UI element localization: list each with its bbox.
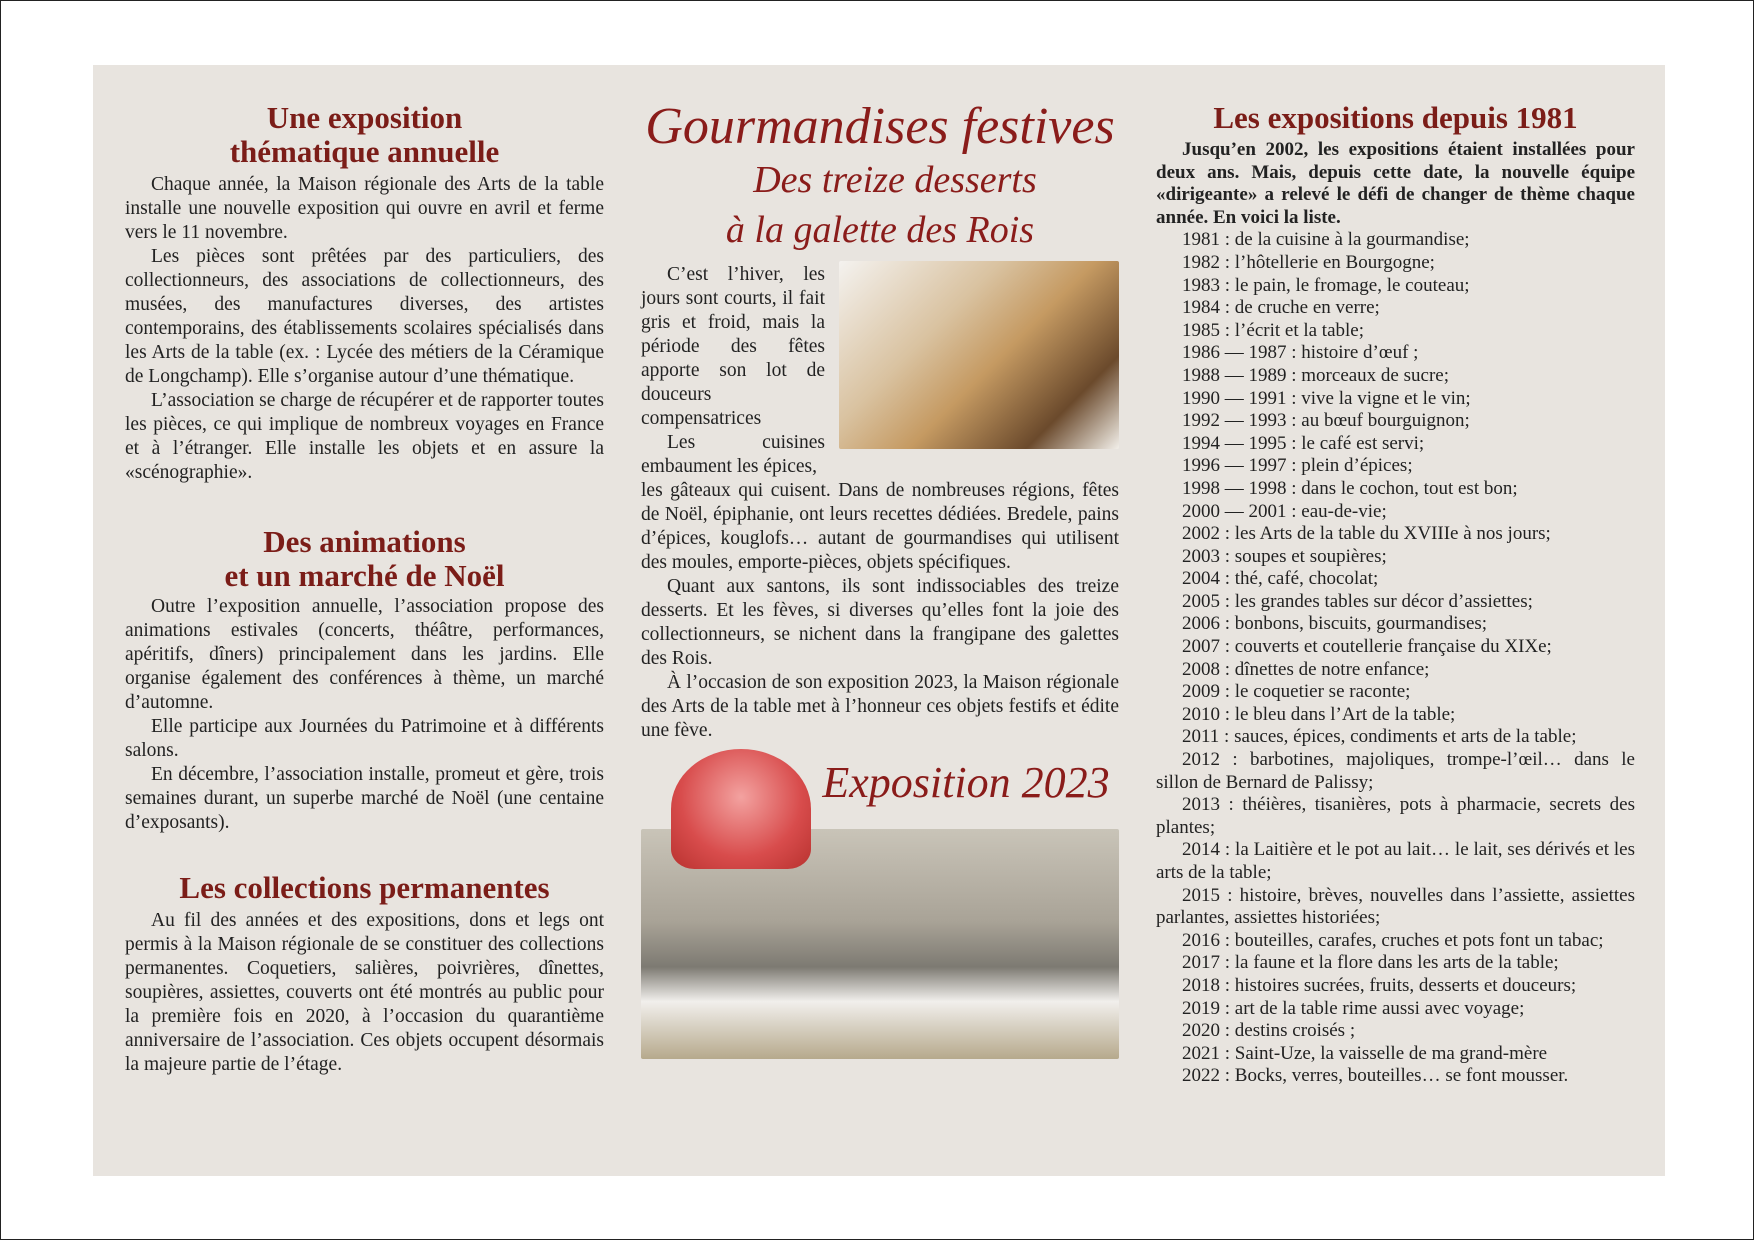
exhibition-item: 2002 : les Arts de la table du XVIIIe à nos jours; (1182, 523, 1551, 545)
paragraph: En décembre, l’association installe, promeut et gère, trois semaines durant, un superbe marché de Noël (une centaine d’exposants). (125, 764, 604, 833)
paragraph: les gâteaux qui cuisent. Dans de nombreuses régions, fêtes de Noël, épiphanie, ont leurs recettes dédiées. Bredele, pains d’épices, kouglofs… autant de gourmandises qui utilisent des moules, emporte-pièces, objets spécifiques. (641, 480, 1119, 573)
exhibition-item: 2000 — 2001 : eau-de-vie; (1182, 500, 1387, 522)
exhibition-item: 1984 : de cruche en verre; (1182, 297, 1380, 319)
exhibition-item: 2009 : le coquetier se raconte; (1182, 681, 1411, 703)
exhibition-item: 2020 : destins croisés ; (1182, 1020, 1356, 1042)
subtitle: à la galette des Rois (725, 209, 1035, 251)
title-line: Une exposition (266, 100, 463, 135)
exhibition-item: 2012 : barbotines, majoliques, trompe-l’œil… dans le sillon de Bernard de Palissy; (1156, 749, 1635, 793)
exhibition-item: 2021 : Saint-Uze, la vaisselle de ma grand-mère (1182, 1042, 1548, 1064)
exhibition-item: 2015 : histoire, brèves, nouvelles dans l’assiette, assiettes parlantes, assiettes historiées; (1156, 884, 1635, 929)
intro-paragraph: Jusqu’en 2002, les expositions étaient installées pour deux ans. Mais, depuis cette date, la nouvelle équipe «dirigeante» a relevé le défi de changer de thème chaque année. En voici la liste. (1156, 139, 1635, 228)
middle-column (641, 65, 1119, 1067)
paragraph: À l’occasion de son exposition 2023, la Maison régionale des Arts de la table met à l’honneur ces objets festifs et édite une fève. (641, 672, 1119, 741)
paragraph: Les cuisines embaument les épices, (641, 432, 825, 477)
exhibition-item: 2006 : bonbons, biscuits, gourmandises; (1182, 613, 1488, 635)
exhibition-item: 2011 : sauces, épices, condiments et arts de la table; (1182, 726, 1577, 748)
exhibition-item: 1985 : l’écrit et la table; (1182, 319, 1365, 341)
exhibition-item: 2017 : la faune et la flore dans les arts de la table; (1182, 952, 1559, 974)
title-line: et un marché de Noël (224, 558, 505, 593)
right-column (1156, 65, 1635, 1088)
paragraph: C’est l’hiver, les jours sont courts, il fait gris et froid, mais la période des fêtes apporte son lot de douceurs compensatrices (641, 264, 825, 429)
exhibition-item: 2010 : le bleu dans l’Art de la table; (1182, 703, 1456, 725)
exposition-2023-title: Exposition 2023 (822, 758, 1110, 807)
exposition-block (641, 749, 1119, 1067)
paragraph: Au fil des années et des expositions, dons et legs ont permis à la Maison régionale de se constituer des collections permanentes. Coquetiers, salières, poivrières, dînettes, soupières, assiettes, couverts ont été montrés au public pour la première fois en 2020, à l’occasion du quarantième anniversaire de l’association. Ces objets occupent désormais la majeure partie de l’étage. (125, 910, 604, 1075)
section-title-exposition (125, 101, 604, 169)
subtitle: Des treize desserts (753, 159, 1037, 201)
exhibition-item: 1990 — 1991 : vive la vigne et le vin; (1182, 387, 1471, 409)
section-title-collections: Les collections permanentes (179, 870, 550, 905)
exhibition-item: 2014 : la Laitière et le pot au lait… le lait, ses dérivés et les arts de la table; (1156, 839, 1635, 883)
exhibition-item: 1988 — 1989 : morceaux de sucre; (1182, 364, 1449, 386)
paragraph: Outre l’exposition annuelle, l’association propose des animations estivales (concerts, théâtre, performances, apéritifs, dîners) principalement dans les jardins. Elle organise également des conférences à thème, un marché d’automne. (125, 596, 604, 713)
left-column (125, 65, 604, 1077)
kouglof-mold-photo (671, 749, 811, 869)
exhibition-item: 1994 — 1995 : le café est servi; (1182, 432, 1425, 454)
exhibition-item: 2022 : Bocks, verres, bouteilles… se font mousser. (1182, 1065, 1569, 1087)
rolling-pin-photo (839, 261, 1119, 449)
paragraph: Elle participe aux Journées du Patrimoine et à différents salons. (125, 716, 604, 761)
main-title: Gourmandises festives (645, 98, 1115, 155)
exhibition-item: 2003 : soupes et soupières; (1182, 545, 1387, 567)
exhibition-item: 1982 : l’hôtellerie en Bourgogne; (1182, 251, 1435, 273)
exhibition-item: 2016 : bouteilles, carafes, cruches et pots font un tabac; (1182, 929, 1604, 951)
exhibition-item: 1981 : de la cuisine à la gourmandise; (1182, 229, 1470, 251)
section-title-expositions: Les expositions depuis 1981 (1213, 100, 1578, 135)
exhibition-item: 2007 : couverts et coutellerie française du XIXe; (1182, 636, 1552, 658)
paragraph: Quant aux santons, ils sont indissociables des treize desserts. Et les fèves, si diverses qu’elles font la joie des collectionneurs, se nichent dans la frangipane des galettes des Rois. (641, 576, 1119, 669)
paragraph: Les pièces sont prêtées par des particuliers, des collectionneurs, des associations de collectionneurs, des musées, des manufactures diverses, des artistes contemporains, des établissements scolaires spécialisés dans les Arts de la table (ex. : Lycée des métiers de la Céramique de Longchamp). Elle s’organise autour d’une thématique. (125, 246, 604, 387)
section-title-animations (125, 525, 604, 593)
exhibition-item: 2018 : histoires sucrées, fruits, desserts et douceurs; (1182, 974, 1577, 996)
exhibition-item: 2019 : art de la table rime aussi avec voyage; (1182, 997, 1525, 1019)
exhibition-item: 1992 — 1993 : au bœuf bourguignon; (1182, 410, 1470, 432)
exhibition-item: 2005 : les grandes tables sur décor d’assiettes; (1182, 590, 1533, 612)
title-line: thématique annuelle (229, 134, 500, 169)
exhibition-item: 1998 — 1998 : dans le cochon, tout est bon; (1182, 477, 1518, 499)
exhibition-item: 2004 : thé, café, chocolat; (1182, 568, 1379, 590)
exhibition-item: 1983 : le pain, le fromage, le couteau; (1182, 274, 1470, 296)
exhibition-item: 2008 : dînettes de notre enfance; (1182, 658, 1430, 680)
paragraph: L’association se charge de récupérer et de rapporter toutes les pièces, ce qui implique de nombreux voyages en France et à l’étranger. Elle installe les objets et en assure la «scénographie». (125, 390, 604, 483)
paragraph: Chaque année, la Maison régionale des Arts de la table installe une nouvelle exposition qui ouvre en avril et ferme vers le 11 novembre. (125, 174, 604, 243)
exhibition-list (1156, 229, 1635, 1088)
exhibition-item: 1996 — 1997 : plein d’épices; (1182, 455, 1413, 477)
exhibition-item: 2013 : théières, tisanières, pots à pharmacie, secrets des plantes; (1156, 794, 1635, 838)
brochure-panel (93, 65, 1665, 1176)
exhibition-item: 1986 — 1987 : histoire d’œuf ; (1182, 342, 1419, 364)
title-line: Des animations (263, 524, 466, 559)
